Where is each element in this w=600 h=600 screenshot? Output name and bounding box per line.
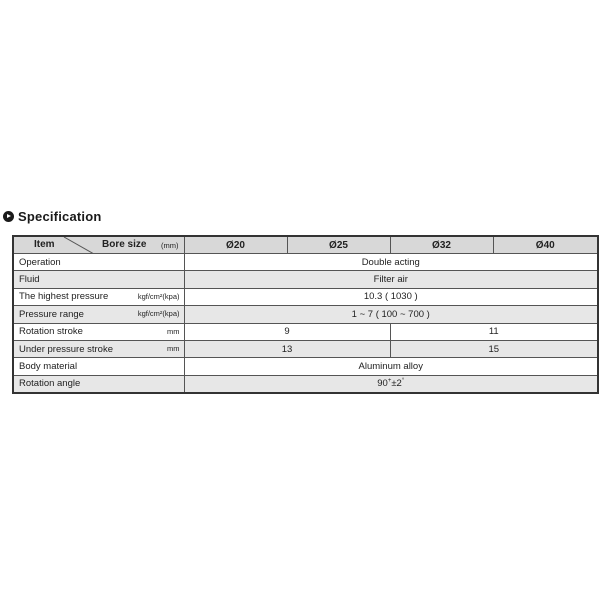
row-label: Body material	[13, 358, 184, 375]
row-value-cell	[184, 375, 598, 393]
row-value: 1 ~ 7 ( 100 ~ 700 )	[184, 306, 598, 323]
table-header-row	[13, 236, 598, 254]
row-value-small: 13	[184, 340, 390, 357]
size-header-25: Ø25	[287, 236, 390, 254]
row-label: Rotation angle	[13, 375, 184, 393]
row-value-large: 11	[390, 323, 598, 340]
row-label: Fluid	[13, 271, 184, 288]
row-label: Pressure range	[19, 308, 84, 320]
angle-base: 90	[377, 378, 388, 390]
row-label-cell	[13, 323, 184, 340]
row-unit: kgf/cm²(kpa)	[137, 309, 180, 319]
table-row-rotation-angle	[13, 375, 598, 393]
corner-header-cell	[13, 236, 184, 254]
table-row-operation	[13, 254, 598, 271]
section-title: Specification	[18, 208, 102, 224]
bore-size-header: Bore size	[102, 239, 147, 250]
size-header-32: Ø32	[390, 236, 493, 254]
row-label-cell	[13, 340, 184, 357]
table-row-highest-pressure	[13, 288, 598, 305]
row-label-cell	[13, 288, 184, 305]
bore-unit: (mm)	[161, 241, 179, 250]
row-label-cell	[13, 306, 184, 323]
table-row-under-pressure-stroke	[13, 340, 598, 357]
table-row-body-material	[13, 358, 598, 375]
section-heading	[3, 207, 102, 225]
table-row-pressure-range	[13, 306, 598, 323]
row-label: Operation	[13, 254, 184, 271]
row-label: Rotation stroke	[19, 326, 83, 338]
angle-tolerance: ±2	[391, 378, 402, 390]
row-value-small: 9	[184, 323, 390, 340]
row-value: Double acting	[184, 254, 598, 271]
item-header: Item	[34, 239, 55, 250]
table-row-fluid	[13, 271, 598, 288]
row-unit: mm	[167, 326, 180, 336]
size-header-40: Ø40	[493, 236, 598, 254]
row-unit: kgf/cm²(kpa)	[137, 291, 180, 301]
angle-plus: +	[387, 378, 392, 385]
row-value-large: 15	[390, 340, 598, 357]
specification-table	[12, 235, 599, 394]
row-unit: mm	[167, 343, 180, 353]
row-value: Aluminum alloy	[184, 358, 598, 375]
row-label: Under pressure stroke	[19, 343, 113, 355]
row-value: 10.3 ( 1030 )	[184, 288, 598, 305]
row-value: Filter air	[184, 271, 598, 288]
angle-degree: °	[401, 378, 405, 385]
row-label: The highest pressure	[19, 291, 109, 303]
play-circle-icon	[3, 211, 14, 222]
table-row-rotation-stroke	[13, 323, 598, 340]
size-header-20: Ø20	[184, 236, 287, 254]
